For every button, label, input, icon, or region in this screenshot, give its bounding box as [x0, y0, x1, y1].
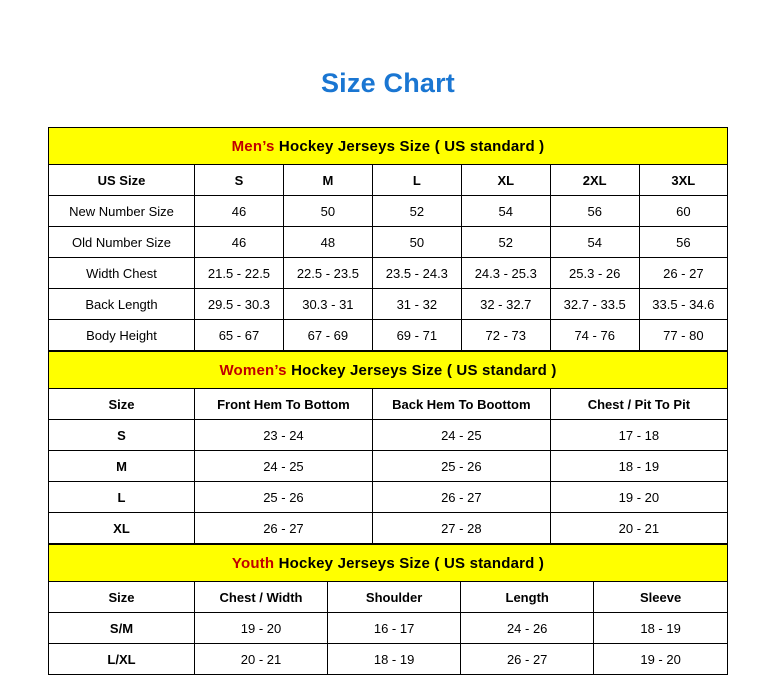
- mens-row-2-v3: 24.3 - 25.3: [461, 258, 550, 289]
- table-row: [49, 644, 728, 675]
- mens-row-1-v0: 46: [194, 227, 283, 258]
- womens-column-header-row: [49, 389, 728, 420]
- mens-row-2-label: Width Chest: [49, 258, 195, 289]
- womens-row-3-label: XL: [49, 513, 195, 544]
- mens-row-0-v5: 60: [639, 196, 727, 227]
- mens-row-1-v1: 48: [283, 227, 372, 258]
- table-row: [49, 613, 728, 644]
- mens-header-accent: Men’s: [231, 137, 275, 155]
- mens-row-0-v0: 46: [194, 196, 283, 227]
- mens-col-5: 2XL: [550, 165, 639, 196]
- mens-row-3-v0: 29.5 - 30.3: [194, 289, 283, 320]
- womens-row-3-v2: 20 - 21: [550, 513, 727, 544]
- womens-col-3: Chest / Pit To Pit: [550, 389, 727, 420]
- table-row: [49, 482, 728, 513]
- mens-header-rest: Hockey Jerseys Size ( US standard ): [274, 137, 545, 155]
- youth-column-header-row: [49, 582, 728, 613]
- table-row: [49, 258, 728, 289]
- youth-row-0-v2: 24 - 26: [461, 613, 594, 644]
- womens-row-0-v1: 24 - 25: [372, 420, 550, 451]
- mens-row-0-label: New Number Size: [49, 196, 195, 227]
- mens-row-2-v1: 22.5 - 23.5: [283, 258, 372, 289]
- mens-row-3-label: Back Length: [49, 289, 195, 320]
- youth-col-0: Size: [49, 582, 195, 613]
- mens-col-2: M: [283, 165, 372, 196]
- mens-row-4-label: Body Height: [49, 320, 195, 351]
- womens-row-2-v0: 25 - 26: [194, 482, 372, 513]
- womens-size-table: [48, 351, 728, 544]
- womens-col-2: Back Hem To Boottom: [372, 389, 550, 420]
- womens-header-accent: Women’s: [219, 361, 287, 379]
- youth-row-0-v0: 19 - 20: [194, 613, 327, 644]
- womens-row-1-v2: 18 - 19: [550, 451, 727, 482]
- mens-row-3-v4: 32.7 - 33.5: [550, 289, 639, 320]
- mens-col-3: L: [372, 165, 461, 196]
- table-row: [49, 227, 728, 258]
- mens-row-4-v0: 65 - 67: [194, 320, 283, 351]
- table-row: [49, 513, 728, 544]
- mens-row-4-v4: 74 - 76: [550, 320, 639, 351]
- mens-row-0-v1: 50: [283, 196, 372, 227]
- youth-col-1: Chest / Width: [194, 582, 327, 613]
- mens-row-0-v4: 56: [550, 196, 639, 227]
- size-chart-tables: [48, 99, 728, 675]
- mens-row-1-v5: 56: [639, 227, 727, 258]
- mens-row-2-v0: 21.5 - 22.5: [194, 258, 283, 289]
- youth-section-header-row: [49, 545, 728, 582]
- mens-section-header-row: [49, 128, 728, 165]
- mens-row-1-v4: 54: [550, 227, 639, 258]
- womens-row-0-v2: 17 - 18: [550, 420, 727, 451]
- womens-section-header-row: [49, 352, 728, 389]
- mens-row-0-v2: 52: [372, 196, 461, 227]
- womens-row-2-label: L: [49, 482, 195, 513]
- mens-col-0: US Size: [49, 165, 195, 196]
- mens-row-1-v2: 50: [372, 227, 461, 258]
- youth-header-accent: Youth: [231, 554, 275, 572]
- mens-row-1-label: Old Number Size: [49, 227, 195, 258]
- womens-row-3-v1: 27 - 28: [372, 513, 550, 544]
- mens-col-1: S: [194, 165, 283, 196]
- mens-row-4-v1: 67 - 69: [283, 320, 372, 351]
- mens-row-0-v3: 54: [461, 196, 550, 227]
- mens-row-4-v3: 72 - 73: [461, 320, 550, 351]
- table-row: [49, 320, 728, 351]
- youth-row-1-v2: 26 - 27: [461, 644, 594, 675]
- womens-row-2-v2: 19 - 20: [550, 482, 727, 513]
- youth-size-table: [48, 544, 728, 675]
- mens-row-3-v3: 32 - 32.7: [461, 289, 550, 320]
- mens-size-table: [48, 127, 728, 351]
- mens-row-2-v4: 25.3 - 26: [550, 258, 639, 289]
- youth-header-rest: Hockey Jerseys Size ( US standard ): [274, 554, 545, 572]
- table-row: [49, 196, 728, 227]
- youth-row-0-v3: 18 - 19: [594, 613, 728, 644]
- mens-col-6: 3XL: [639, 165, 727, 196]
- youth-row-0-v1: 16 - 17: [328, 613, 461, 644]
- mens-row-1-v3: 52: [461, 227, 550, 258]
- womens-row-0-v0: 23 - 24: [194, 420, 372, 451]
- table-row: [49, 420, 728, 451]
- womens-col-0: Size: [49, 389, 195, 420]
- womens-row-0-label: S: [49, 420, 195, 451]
- womens-row-1-v0: 24 - 25: [194, 451, 372, 482]
- youth-row-1-v1: 18 - 19: [328, 644, 461, 675]
- mens-row-2-v2: 23.5 - 24.3: [372, 258, 461, 289]
- youth-row-1-v3: 19 - 20: [594, 644, 728, 675]
- mens-column-header-row: [49, 165, 728, 196]
- page-title: Size Chart: [320, 68, 456, 98]
- womens-section-header: [49, 352, 728, 389]
- mens-row-4-v5: 77 - 80: [639, 320, 727, 351]
- mens-col-4: XL: [461, 165, 550, 196]
- womens-col-1: Front Hem To Bottom: [194, 389, 372, 420]
- mens-row-3-v2: 31 - 32: [372, 289, 461, 320]
- mens-section-header: [49, 128, 728, 165]
- table-row: [49, 451, 728, 482]
- youth-row-1-label: L/XL: [49, 644, 195, 675]
- mens-row-3-v1: 30.3 - 31: [283, 289, 372, 320]
- womens-row-2-v1: 26 - 27: [372, 482, 550, 513]
- youth-section-header: [49, 545, 728, 582]
- womens-row-1-label: M: [49, 451, 195, 482]
- youth-col-2: Shoulder: [328, 582, 461, 613]
- mens-row-2-v5: 26 - 27: [639, 258, 727, 289]
- table-row: [49, 289, 728, 320]
- youth-col-3: Length: [461, 582, 594, 613]
- youth-row-1-v0: 20 - 21: [194, 644, 327, 675]
- womens-header-rest: Hockey Jerseys Size ( US standard ): [286, 361, 557, 379]
- youth-col-4: Sleeve: [594, 582, 728, 613]
- mens-row-3-v5: 33.5 - 34.6: [639, 289, 727, 320]
- youth-row-0-label: S/M: [49, 613, 195, 644]
- womens-row-3-v0: 26 - 27: [194, 513, 372, 544]
- mens-row-4-v2: 69 - 71: [372, 320, 461, 351]
- womens-row-1-v1: 25 - 26: [372, 451, 550, 482]
